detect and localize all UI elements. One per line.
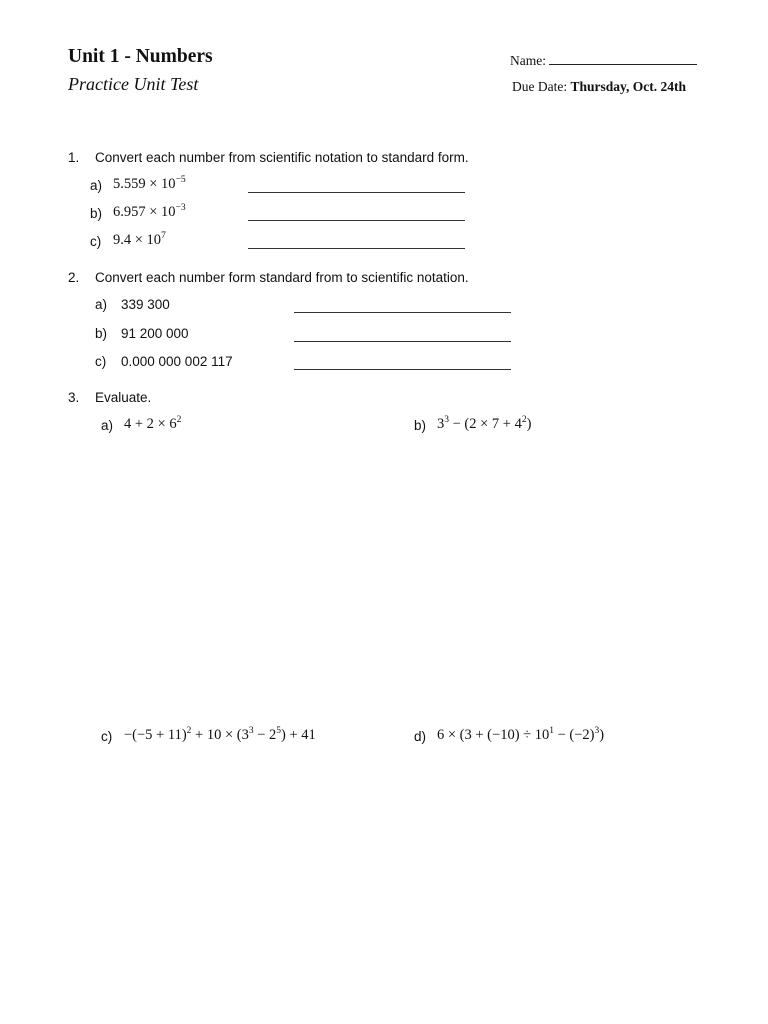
- q1-part-a-letter: a): [90, 178, 103, 193]
- q3-part-c-expression: $-(-5 + 11)^2 + 10 \times (3^3 - 2^5) + 41$: [124, 726, 316, 743]
- name-blank[interactable]: [549, 52, 697, 65]
- q2-part-b-answer-line[interactable]: [294, 341, 511, 342]
- q2-part-c-letter: c): [95, 354, 107, 369]
- name-field: [510, 52, 697, 69]
- q1-part-c-letter: c): [90, 234, 102, 249]
- name-label: Name:: [510, 53, 546, 68]
- q3-part-a-expression: $4 + 2 \times 6^2$: [124, 415, 182, 432]
- q2-part-a-value: 339 300: [121, 297, 170, 312]
- q2-part-a-letter: a): [95, 297, 108, 312]
- page-subtitle: Practice Unit Test: [68, 74, 199, 94]
- q2-part-c-value: 0.000 000 002 117: [121, 354, 233, 369]
- question-1-number: 1.: [68, 150, 80, 165]
- q1-part-c-expression: $9.4 \times 10^7$: [113, 231, 166, 248]
- q3-part-b-expression: $3^3 - (2 \times 7 + 4^2)$: [437, 415, 532, 432]
- q3-part-a-letter: a): [101, 418, 114, 433]
- q1-part-b-answer-line[interactable]: [248, 220, 465, 221]
- q3-part-b-letter: b): [414, 418, 427, 433]
- page-title: Unit 1 - Numbers: [68, 46, 213, 67]
- q3-part-d-expression: $6 \times (3 + (-10) \div 10^1 - (-2)^3)$: [437, 726, 605, 743]
- q1-part-a-answer-line[interactable]: [248, 192, 465, 193]
- question-3-number: 3.: [68, 390, 80, 405]
- q1-part-b-letter: b): [90, 206, 103, 221]
- question-2-number: 2.: [68, 270, 80, 285]
- q2-part-a-answer-line[interactable]: [294, 312, 511, 313]
- question-3-prompt: Evaluate.: [95, 390, 152, 405]
- due-date-value: Thursday, Oct. 24th: [570, 79, 687, 94]
- due-date-label: Due Date:: [512, 79, 568, 94]
- q1-part-b-expression: $6.957 \times 10^{-3}$: [113, 203, 186, 220]
- question-1-prompt: Convert each number from scientific notation to standard form.: [95, 150, 469, 165]
- q3-part-c-letter: c): [101, 729, 113, 744]
- due-date: [512, 79, 686, 95]
- q1-part-a-expression: $5.559 \times 10^{-5}$: [113, 175, 186, 192]
- q2-part-b-letter: b): [95, 326, 108, 341]
- q3-part-d-letter: d): [414, 729, 427, 744]
- q1-part-c-answer-line[interactable]: [248, 248, 465, 249]
- q2-part-c-answer-line[interactable]: [294, 369, 511, 370]
- question-2-prompt: Convert each number form standard from to scientific notation.: [95, 270, 469, 285]
- q2-part-b-value: 91 200 000: [121, 326, 189, 341]
